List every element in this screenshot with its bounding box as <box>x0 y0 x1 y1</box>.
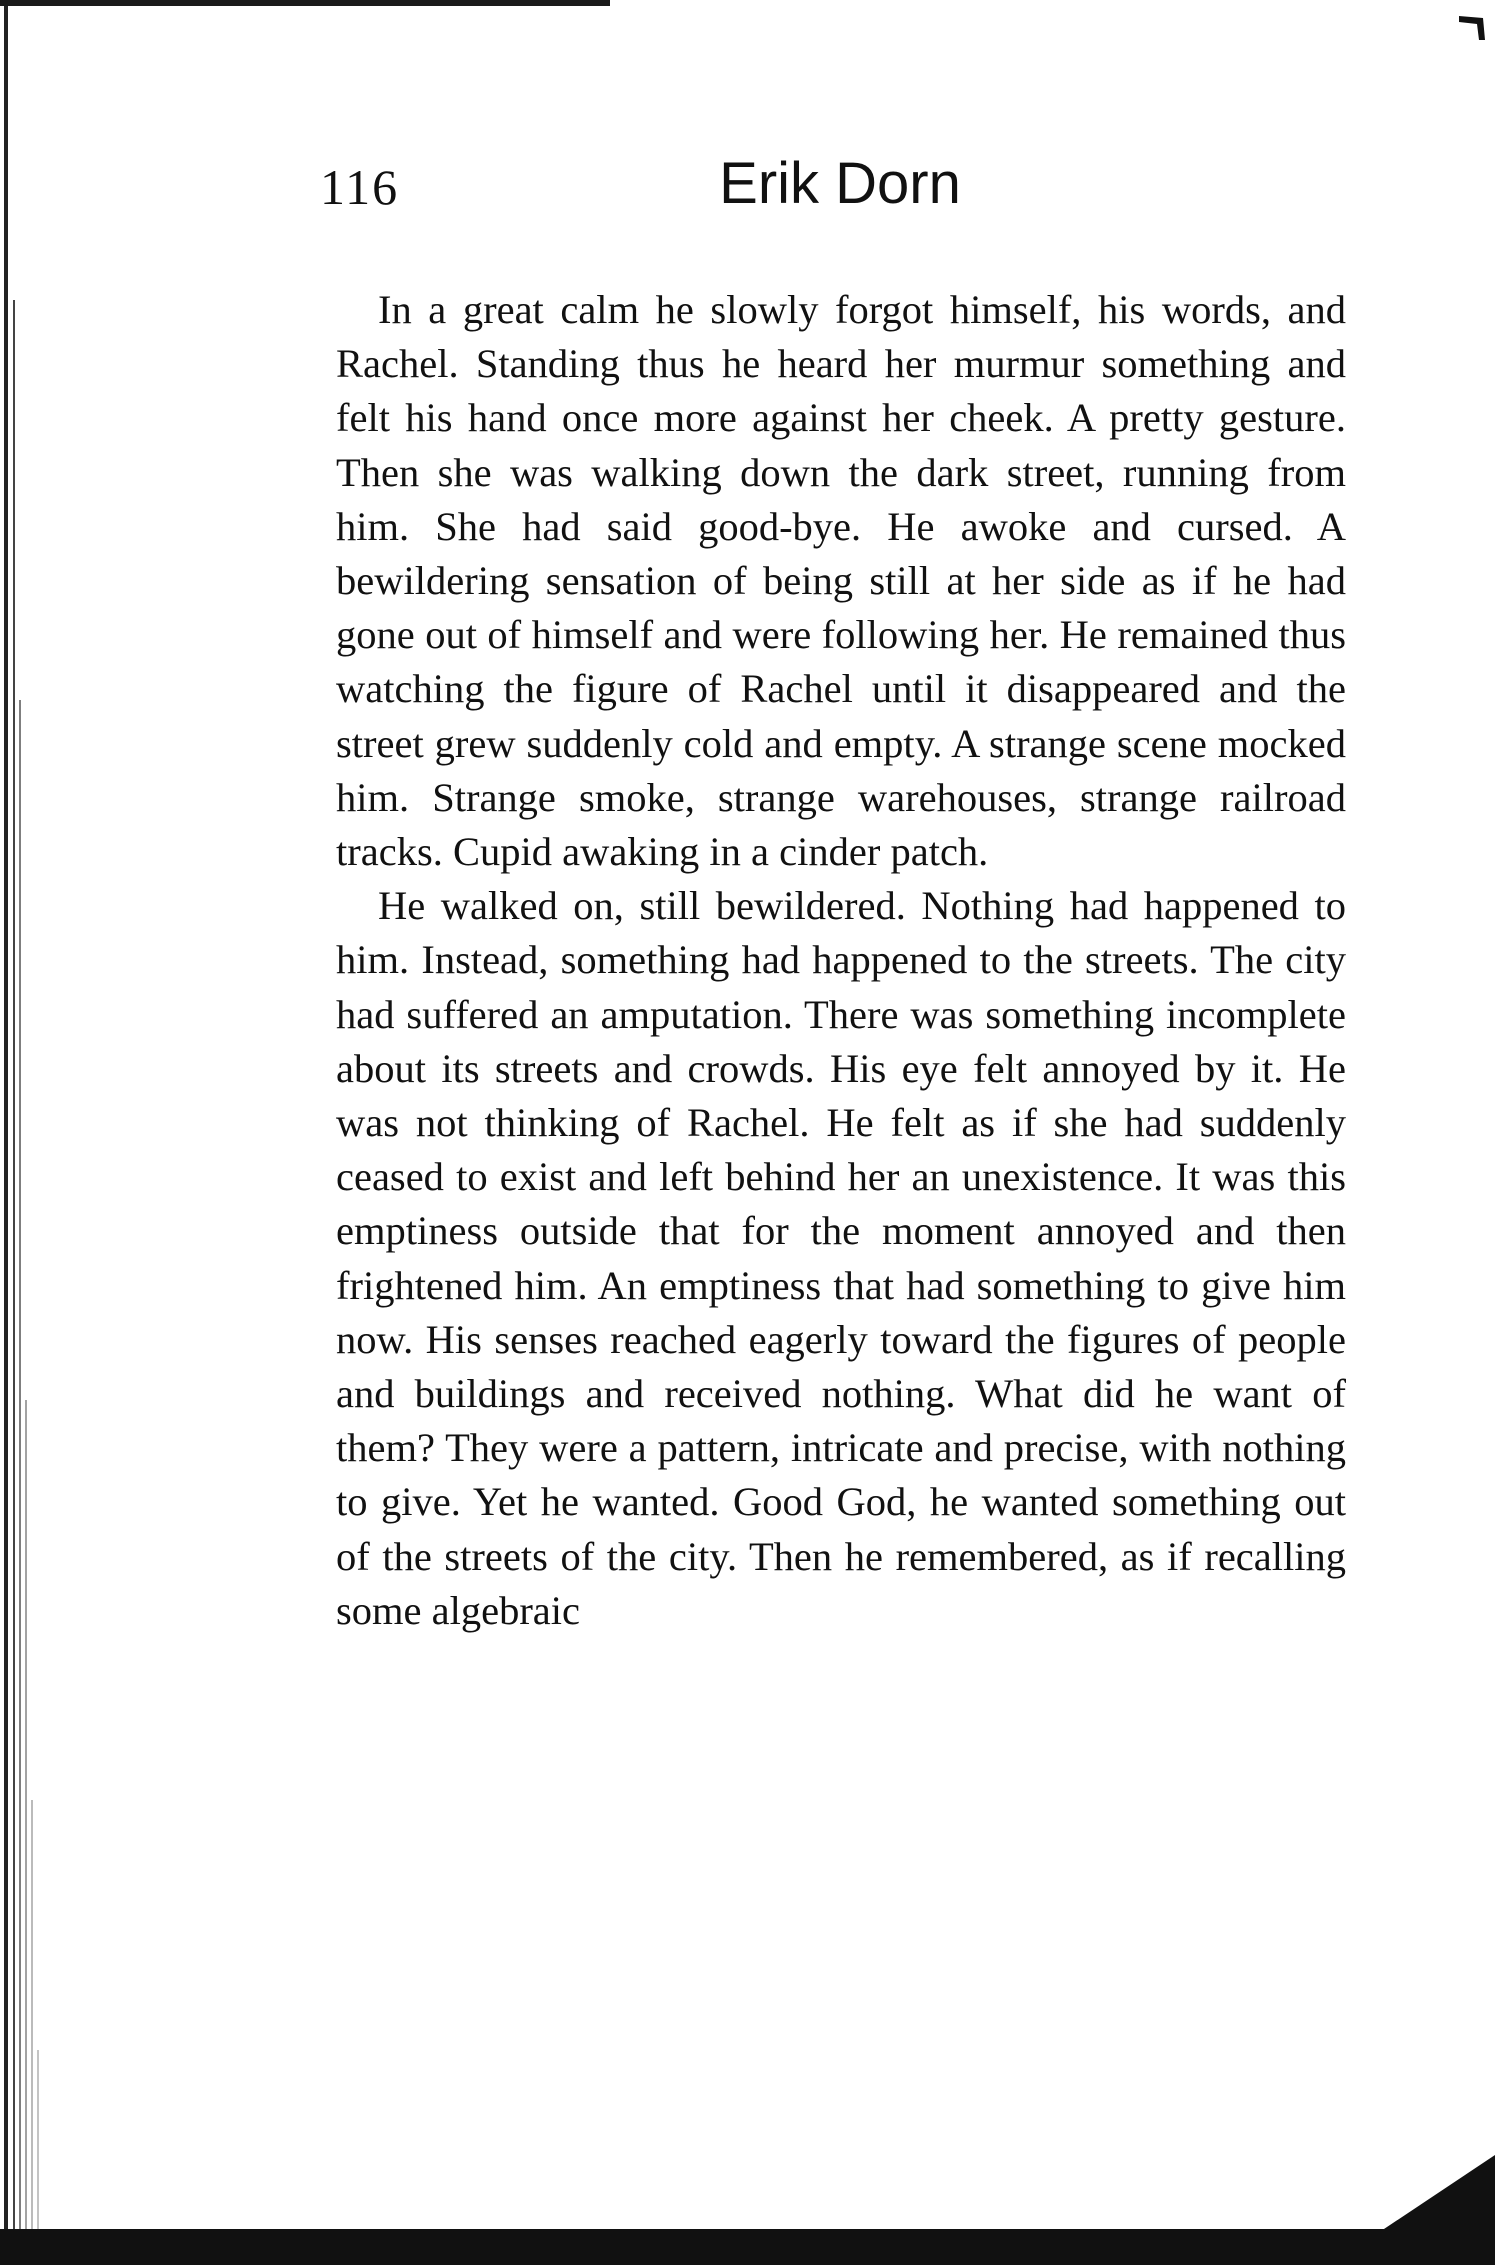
scan-top-edge <box>0 0 610 6</box>
body-text <box>336 283 1346 1638</box>
corner-mark-icon <box>1459 10 1489 40</box>
running-title: Erik Dorn <box>719 151 961 216</box>
scan-bottom-edge <box>0 2229 1495 2265</box>
scan-bottom-shadow <box>1375 2155 1495 2235</box>
page-header <box>320 150 1350 240</box>
paragraph: He walked on, still bewildered. Nothing had happened to him. Instead, something had happened to the streets. The city had suffered an amputation. There was something incomplete about its streets and crowds. His eye felt annoyed by it. He was not thinking of Rachel. He felt as if she had suddenly ceased to exist and left behind her an unexistence. It was this emptiness outside that for the moment annoyed and then frightened him. An emptiness that had something to give him now. His senses reached eagerly toward the figures of people and buildings and received nothing. What did he want of them? They were a pattern, intricate and precise, with nothing to give. Yet he wanted. Good God, he wanted something out of the streets of the city. Then he remembered, as if recalling some algebraic <box>336 883 1346 1633</box>
binding-edge-lines <box>0 0 60 2265</box>
page-number: 116 <box>320 159 400 215</box>
paragraph: In a great calm he slowly forgot himself, his words, and Rachel. Standing thus he heard her murmur something and felt his hand once more against her cheek. A pretty gesture. Then she was walking down the dark street, running from him. She had said good-bye. He awoke and cursed. A bewildering sensation of being still at her side as if he had gone out of himself and were following her. He remained thus watching the figure of Rachel until it disappeared and the street grew suddenly cold and empty. A strange scene mocked him. Strange smoke, strange warehouses, strange railroad tracks. Cupid awaking in a cinder patch. <box>336 287 1346 875</box>
